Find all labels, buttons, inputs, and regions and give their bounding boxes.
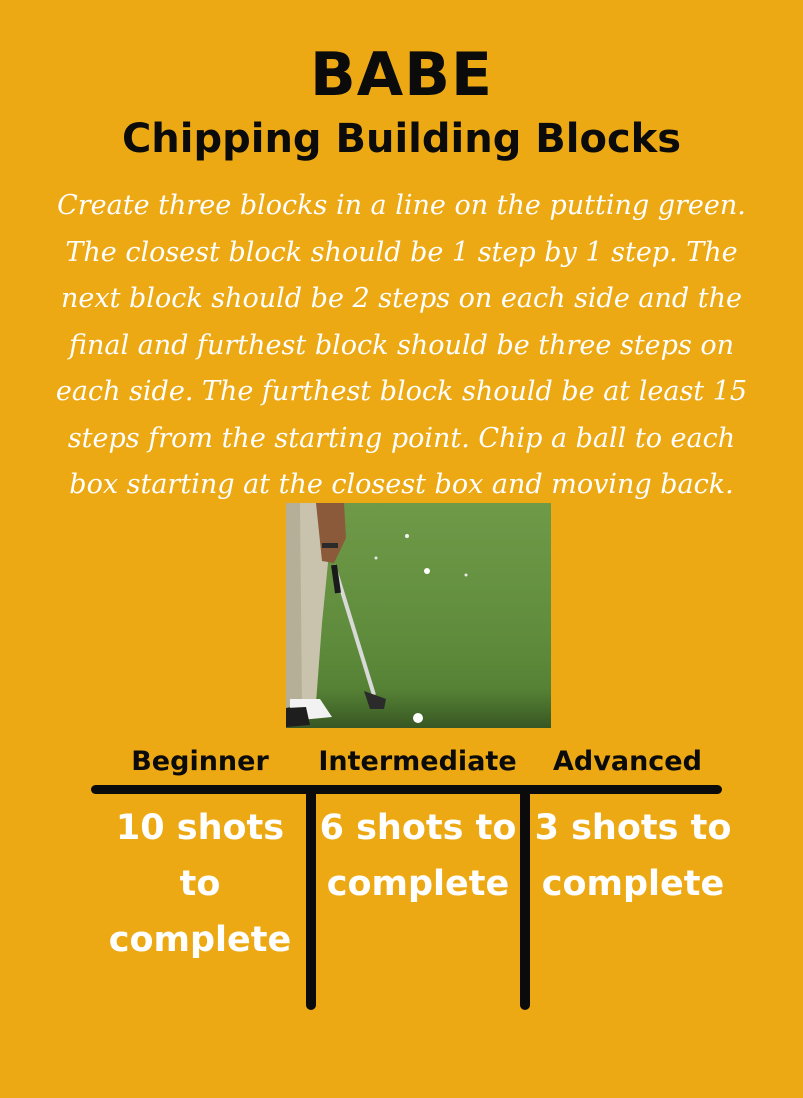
- column-header-advanced: Advanced: [553, 746, 702, 777]
- page-title: BABE: [310, 40, 493, 110]
- drill-description: Create three blocks in a line on the putting green. The closest block should be 1 step by 1 step. The next block should be 2 steps on each side and the final and furthest block should be three steps on each side. The furthest block should be at least 15 steps from the starting point. Chip a ball to each box starting at the closest box and moving back.: [55, 190, 748, 500]
- column-header-intermediate: Intermediate: [318, 746, 517, 777]
- table-horizontal-rule: [91, 785, 722, 794]
- cell-advanced-shots: 3 shots to complete: [534, 808, 732, 904]
- cell-intermediate-shots: 6 shots to complete: [319, 808, 517, 904]
- golf-chipping-photo: [286, 503, 551, 728]
- cell-beginner-shots: 10 shots to complete: [108, 808, 292, 960]
- table-divider-left: [306, 788, 316, 1010]
- column-header-beginner: Beginner: [131, 746, 269, 777]
- page-subtitle: Chipping Building Blocks: [121, 116, 682, 162]
- table-divider-right: [520, 788, 530, 1010]
